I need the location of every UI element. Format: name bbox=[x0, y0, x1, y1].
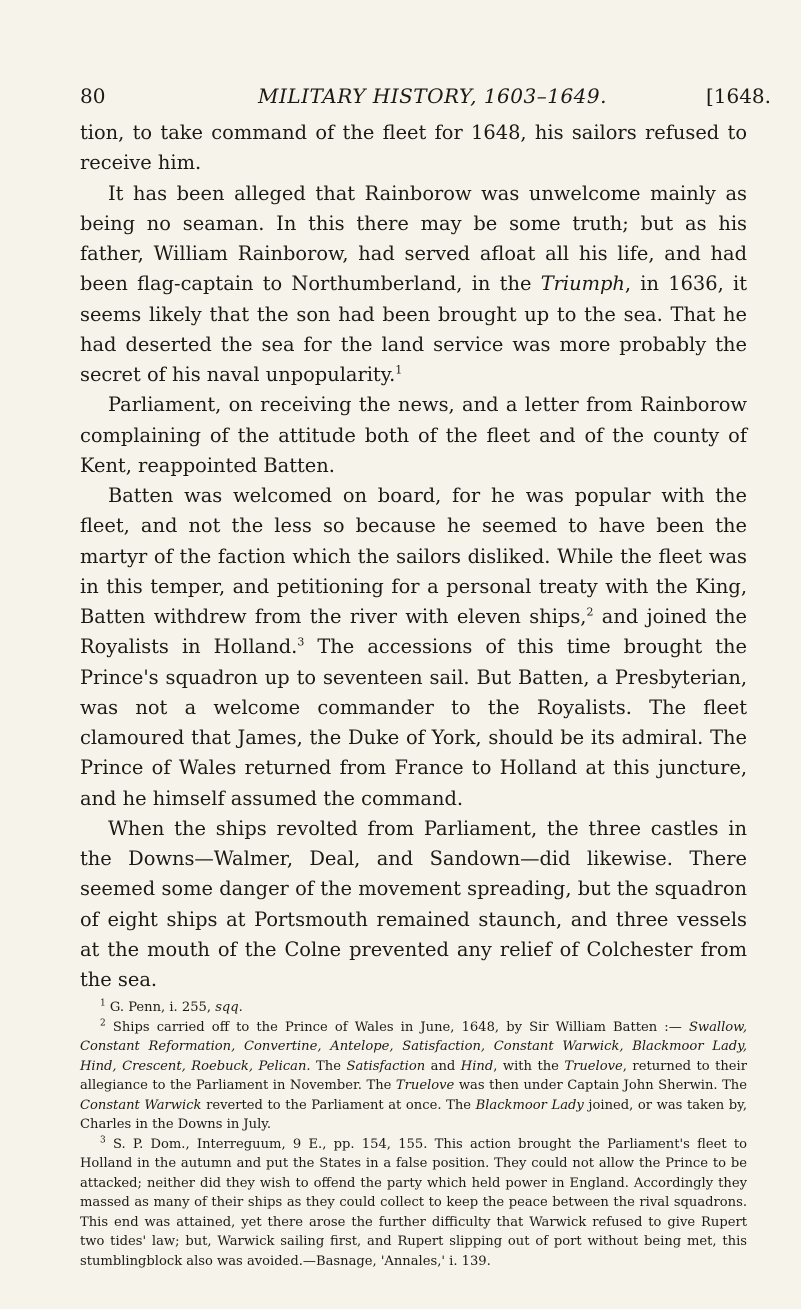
paragraph-3: Parliament, on receiving the news, and a letter from Rainborow complaining of the attitude both of the fleet and of the county of Kent, reappointed Batten. bbox=[80, 393, 747, 477]
book-page bbox=[80, 84, 771, 1271]
year-marker: [1648. bbox=[705, 84, 771, 108]
paragraph-4: Batten was welcomed on board, for he was popular with the fleet, and not the less so because he seemed to have been the martyr of the faction which the sailors disliked. While the fleet was in this temper, and petitioning for a personal treaty with the King, Batten withdrew from the river with eleven ships,$^2$ and joined the Royalists in Holland.$^3$ The accessions of this time brought the Prince's squadron up to seventeen sail. But Batten, a Presbyterian, was not a welcome commander to the Royalists. The fleet clamoured that James, the Duke of York, should be its admiral. The Prince of Wales returned from France to Holland at this juncture, and he himself assumed the command. bbox=[80, 484, 747, 810]
footnote-ref: 1 bbox=[395, 363, 403, 377]
footnote-ref: 3 bbox=[297, 635, 305, 649]
main-text bbox=[80, 118, 747, 995]
running-title: MILITARY HISTORY, 1603–1649. bbox=[258, 84, 607, 108]
footnote-ref: 2 bbox=[586, 605, 594, 619]
ship-name: Triumph bbox=[540, 272, 625, 296]
paragraph-5: When the ships revolted from Parliament, the three castles in the Downs—Walmer, Deal, and Sandown—did likewise. There seemed some danger of the movement spreading, but the squadron of eight ships at Portsmouth remained staunch, and three vessels at the mouth of the Colne prevented any relief of Colchester from the sea. bbox=[80, 816, 747, 991]
footnote-1: $^1$ G. Penn, i. 255, sqq. bbox=[100, 998, 243, 1016]
paragraph-2: It has been alleged that Rainborow was unwelcome mainly as being no seaman. In this there may be some truth; but as his father, William Rainborow, had served afloat all his life, and had been flag-captain to Northumberland, in the Triumph, in 1636, it seems likely that the son had been brought up to the sea. That he had deserted the sea for the land service was more probably the secret of his naval unpopularity.$^1$ bbox=[80, 181, 747, 386]
page-header bbox=[80, 84, 771, 118]
page-number: 80 bbox=[80, 84, 106, 108]
footnotes bbox=[80, 998, 747, 1271]
footnote-3: $^3$ S. P. Dom., Interreguum, 9 E., pp. 154, 155. This action brought the Parliament's fleet to Holland in the autumn and put the States in a false position. They could not allow the Prince to be attacked; neither did they wish to offend the party which held power in England. Accordingly they massed as many of their ships as they could collect to keep the peace between the rival squadrons. This end was attained, yet there arose the further difficulty that Warwick refused to give Rupert two tides' law; but, Warwick sailing first, and Rupert slipping out of port without being met, this stumblingblock also was avoided.—Basnage, 'Annales,' i. 139. bbox=[80, 1135, 747, 1269]
paragraph-1: tion, to take command of the fleet for 1648, his sailors refused to receive him. bbox=[80, 121, 747, 175]
footnote-2: $^2$ Ships carried off to the Prince of Wales in June, 1648, by Sir William Batten :— Swallow, Constant Reformation, Convertine, Antelope, Satisfaction, Constant Warwick, Blackmoor Lady, Hind, Crescent, Roebuck, Pelican. The Satisfaction and Hind, with the Truelove, returned to their allegiance to the Parliament in November. The Truelove was then under Captain John Sherwin. The Constant Warwick reverted to the Parliament at once. The Blackmoor Lady joined, or was taken by, Charles in the Downs in July. bbox=[80, 1018, 747, 1133]
